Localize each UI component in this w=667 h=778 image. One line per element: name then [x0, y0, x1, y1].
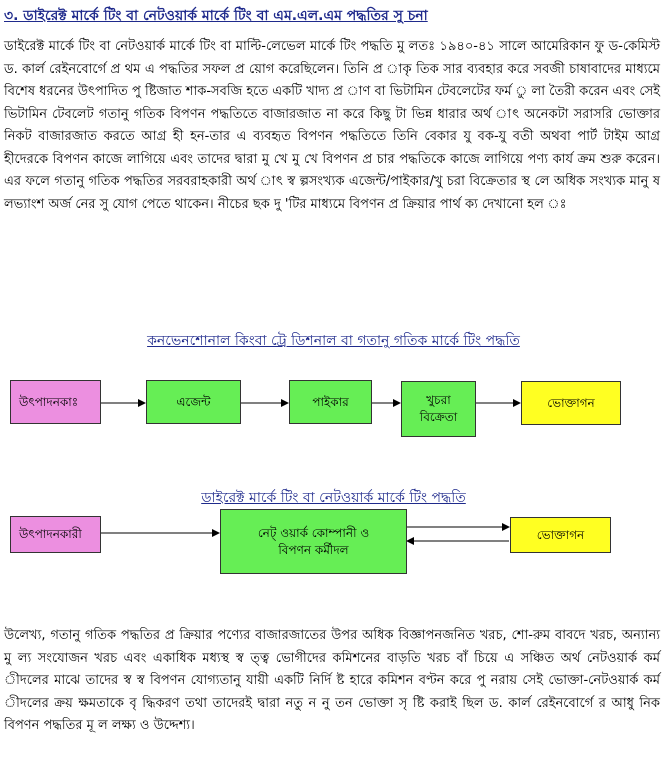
producer-box-direct: উৎপাদনকারী	[10, 516, 101, 553]
direct-diagram-title: ডাইরেক্ট মার্কে টিং বা নেটওয়ার্ক মার্কে টিং পদ্ধতি	[201, 490, 466, 506]
section-heading: ৩. ডাইরেক্ট মার্কে টিং বা নেটওয়ার্ক মার্কে টিং বা এম.এল.এম পদ্ধতির সু চনা	[4, 8, 428, 24]
closing-paragraph: উলেখ্য, গতানু গতিক পদ্ধতির প্র ক্রিয়ার পণ্যের বাজারজাতের উপর অধিক বিজ্ঞাপনজনিত খরচ, শো-রুম বাবদে খরচ, অন্যান্য মু ল্য সংযোজন খরচ এবং একাধিক মধ্যস্থ স্ব ত্ত্ব ভোগীদের কমিশনের বাড়তি খরচ বাঁ চিয়ে এ সঞ্চিত অর্থ নেটওয়ার্ক কর্ম ীদলের মাঝে তাদের স্ব স্ব বিপণন যোগ্যতানু যায়ী একটি নির্দি ষ্ট হারে কমিশন বণ্টন করে পু নরায় সেই ভোক্তা-নেটওয়ার্ক কর্ম ীদলের ক্রয় ক্ষমতাকে বৃ দ্ধিকরণ তথা তাদেরই দ্বারা নতু ন নু তন ভোক্তা সৃ ষ্টি করাই ছিল ড. কার্ল রেইনবোর্গে র আধু নিক বিপণন পদ্ধতির মূ ল লক্ষ্য ও উদ্দেশ্য।	[4, 628, 660, 733]
consumer-box-direct: ভোক্তাগন	[510, 517, 611, 553]
conventional-diagram-title: কনভেনশোনাল কিংবা ট্রে ডিশনাল বা গতানু গতিক মার্কে টিং পদ্ধতি	[147, 333, 520, 349]
producer-box: উৎপাদনকাঃ	[10, 380, 101, 424]
network-company-box	[220, 509, 407, 574]
consumer-box: ভোক্তাগন	[521, 381, 621, 425]
agent-box: এজেন্ট	[146, 380, 241, 424]
network-box-line1: নেট্ ওয়ার্ক কোম্পানী ও	[257, 525, 370, 540]
network-box-line2: বিপণন কর্মীদল	[278, 542, 349, 557]
intro-paragraph: ডাইরেক্ট মার্কে টিং বা নেটওয়ার্ক মার্কে টিং বা মাল্টি-লেভেল মার্কে টিং পদ্ধতি মু লতঃ ১৯৪০-৪১ সালে আমেরিকান ফু ড-কেমিস্ট ড. কার্ল রেইনবোর্গে প্র থম এ পদ্ধতির সফল প্র য়োগ করেছিলেন। তিনি প্র াকৃ তিক সার ব্যবহার করে সবজী চাষাবাদের মাধ্যমে বিশেষ ধরনের উৎপাদিত পু ষ্টিজাত শাক-সবজি হতে একটি খাদ্য প্র াণ বা ভিটামিন টেবলেটের ফর্ম ু লা তৈরী করেন এবং সেই ভিটামিন টেবলেট গতানু গতিক বিপণন পদ্ধতিতে বাজারজাত না করে কিছু টা ভিন্ন ধারার অর্থ াৎ অনেকটা সরাসরি ভোক্তার নিকট বাজারজাত করতে আগ্র হী হন-তার এ ব্যবহৃত বিপণন পদ্ধতিতে তিনি বেকার যু বক-যু বতী অথবা পার্ট টাইম আগ্র হীদেরকে বিপণন কাজে লাগিয়ে এবং তাদের দ্বারা মু খে মু খে বিপণন প্র চার পদ্ধতিকে কাজে লাগিয়ে পণ্য কার্য ক্রম শুরু করেন। এর ফলে গতানু গতিক পদ্ধতির সরবরাহকারী অর্থ াৎ স্ব ল্পসংখ্যক এজেন্ট/পাইকার/খু চরা বিক্রেতার স্থ লে অধিক সংখ্যক মানু ষ লভ্যাংশ অর্জ নের সু যোগ পেতে থাকেন। নীচের ছক দু 'টির মাধ্যমে বিপণন প্র ক্রিয়ার পার্থ ক্য দেখানো হল ঃ	[4, 39, 660, 212]
retailer-box: খুচরা বিক্রেতা	[401, 381, 476, 437]
wholesaler-box: পাইকার	[289, 380, 372, 424]
